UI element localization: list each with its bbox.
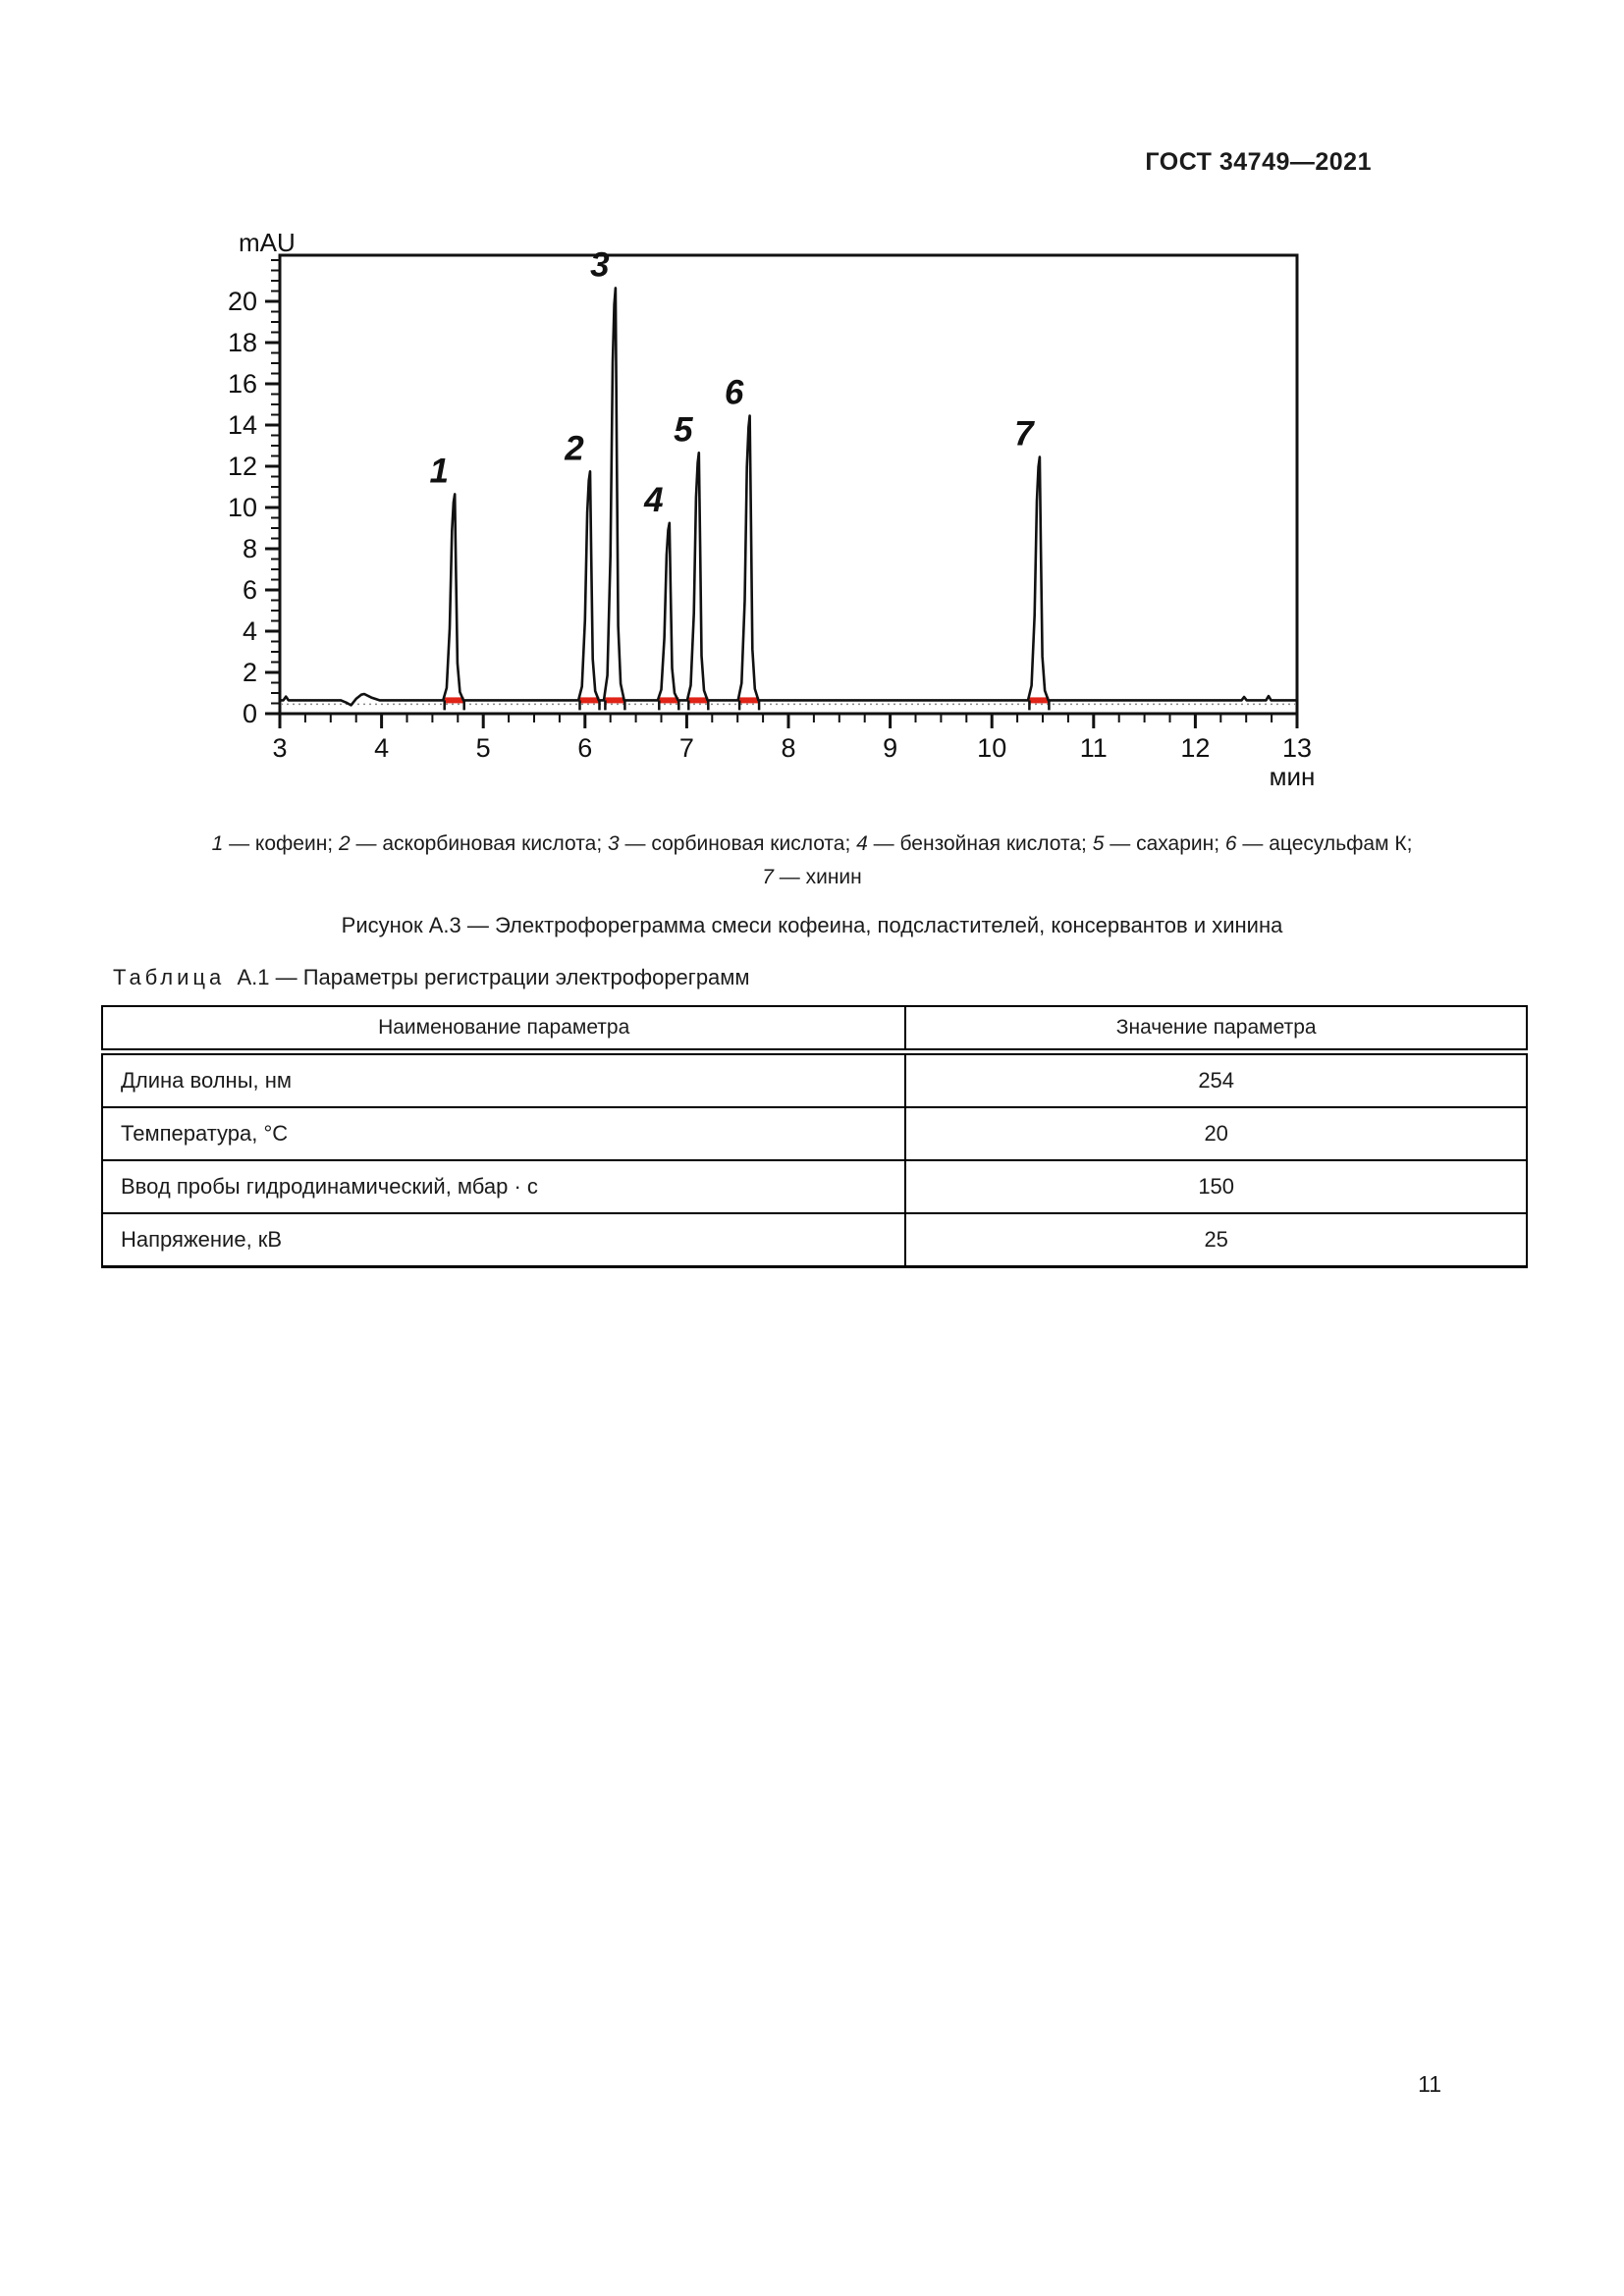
legend-line-2: 7 — хинин	[762, 866, 862, 888]
y-tick-label: 16	[227, 369, 257, 399]
table-row	[102, 1107, 1527, 1160]
integration-mark	[739, 697, 759, 703]
peak-label: 7	[1014, 414, 1034, 454]
y-tick-label: 14	[227, 410, 257, 440]
table-row	[102, 1052, 1527, 1108]
integration-mark	[1029, 697, 1049, 703]
peak-label: 3	[590, 245, 610, 285]
document-code: ГОСТ 34749—2021	[1145, 148, 1372, 176]
y-tick-label: 0	[242, 699, 257, 728]
table-kicker: Таблица	[113, 965, 226, 989]
table-row	[102, 1213, 1527, 1267]
x-tick-label: 6	[577, 733, 593, 763]
peak-label: 1	[429, 452, 449, 491]
x-tick-label: 9	[883, 733, 898, 763]
parameter-name-cell: Температура, °С	[102, 1107, 905, 1160]
legend-peak-number: 6	[1224, 832, 1237, 855]
y-tick-label: 10	[227, 493, 257, 522]
y-tick-label: 20	[227, 287, 257, 316]
legend-peak-number: 3	[608, 832, 620, 855]
y-tick-label: 18	[227, 328, 257, 357]
x-tick-label: 8	[781, 733, 796, 763]
integration-mark	[605, 697, 624, 703]
table-title-text: А.1 — Параметры регистрации электрофореграмм	[237, 965, 750, 989]
y-tick-label: 6	[242, 575, 257, 605]
x-tick-label: 5	[475, 733, 491, 763]
legend-line-1: 1 — кофеин; 2 — аскорбиновая кислота; 3 — сорбиновая кислота; 4 — бензойная кислота; 5 — сахарин; 6 — ацесульфам К;	[211, 832, 1413, 855]
legend-peak-number: 1	[211, 832, 224, 855]
y-tick-label: 12	[227, 452, 257, 481]
x-tick-label: 12	[1180, 733, 1211, 763]
parameter-name-cell: Ввод пробы гидродинамический, мбар · с	[102, 1160, 905, 1213]
y-tick-label: 8	[242, 534, 257, 563]
legend-peak-number: 7	[762, 866, 774, 888]
legend-peak-number: 4	[856, 832, 868, 855]
parameter-value-cell: 254	[905, 1052, 1527, 1108]
y-tick-label: 2	[242, 658, 257, 687]
x-tick-label: 3	[272, 733, 288, 763]
x-tick-label: 13	[1281, 733, 1313, 763]
figure-legend	[0, 828, 1624, 894]
electropherogram-chart	[177, 221, 1404, 800]
x-tick-label: 7	[678, 733, 694, 763]
parameter-value-cell: 25	[905, 1213, 1527, 1267]
figure-caption: Рисунок А.3 — Электрофореграмма смеси кофеина, подсластителей, консервантов и хинина	[341, 913, 1283, 937]
table-header-row	[102, 1006, 1527, 1052]
peak-label: 6	[724, 373, 744, 412]
x-tick-label: 11	[1079, 733, 1108, 763]
page-number: 11	[1418, 2071, 1441, 2097]
x-tick-label: 10	[977, 733, 1007, 763]
parameter-value-cell: 20	[905, 1107, 1527, 1160]
signal-trace	[280, 288, 1297, 705]
integration-mark	[580, 697, 600, 703]
parameters-table	[101, 1005, 1528, 1268]
integration-mark	[688, 697, 708, 703]
peak-label: 4	[644, 480, 664, 519]
legend-peak-number: 5	[1092, 832, 1105, 855]
x-tick-label: 4	[374, 733, 390, 763]
table-title	[113, 965, 750, 990]
column-header-parameter-name: Наименование параметра	[102, 1006, 905, 1052]
x-axis-unit: мин	[1269, 762, 1316, 791]
peak-label: 2	[565, 429, 584, 468]
parameter-name-cell: Напряжение, кВ	[102, 1213, 905, 1267]
legend-peak-number: 2	[338, 832, 351, 855]
peak-label: 5	[674, 410, 693, 450]
parameter-name-cell: Длина волны, нм	[102, 1052, 905, 1108]
table-row	[102, 1160, 1527, 1213]
y-tick-label: 4	[242, 616, 257, 646]
parameter-value-cell: 150	[905, 1160, 1527, 1213]
column-header-parameter-value: Значение параметра	[905, 1006, 1527, 1052]
y-axis-title: mAU	[239, 228, 296, 257]
